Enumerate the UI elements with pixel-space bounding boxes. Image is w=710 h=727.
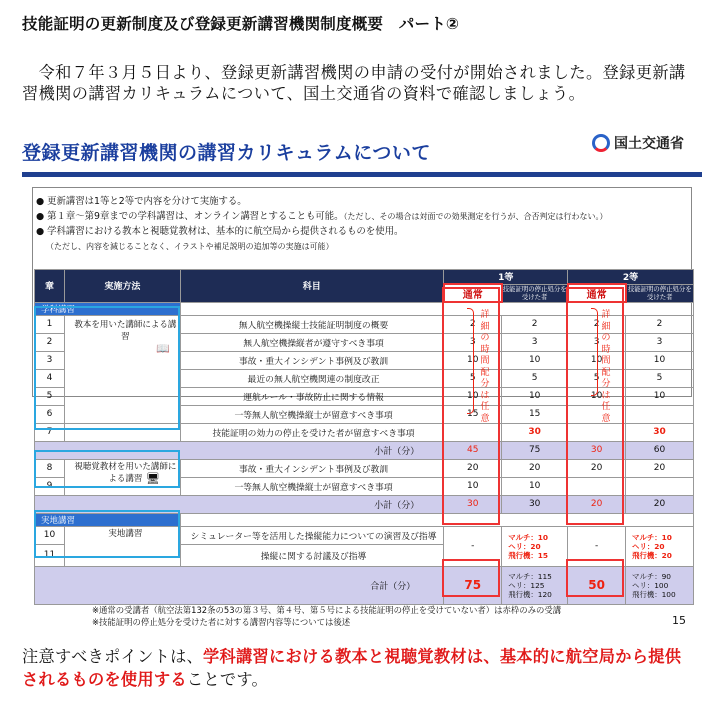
note-item: ● 第１章～第9章までの学科講習は、オンライン講習とすることも可能。（ただし、その場合は対面での効果測定を行うが、合否判定は行わない。）	[36, 211, 608, 222]
col-header-chapter: 章	[35, 270, 65, 303]
method-practical: 実地講習	[64, 526, 180, 566]
book-icon: 📖	[156, 341, 170, 355]
section-label-gakka: 学科講習	[35, 302, 181, 315]
grade1-brace	[467, 308, 474, 414]
table-row: 4 最近の無人航空機関連の制度改正 5 5 5 5	[35, 369, 694, 387]
table-row: 3 事故・重大インシデント事例及び教訓 10 10 10 10	[35, 351, 694, 369]
curriculum-slide	[22, 132, 702, 630]
ministry-name: 国土交通省	[614, 136, 684, 152]
table-row: 7 技能証明の効力の停止を受けた者が留意すべき事項 30 30	[35, 423, 694, 441]
table-row: 1 教本を用いた講師による講習 📖 無人航空機操縦士技能証明制度の概要 2 2 2 2	[35, 315, 694, 333]
method-lecture-textbook: 教本を用いた講師による講習 📖	[64, 315, 180, 423]
grade1-normal-header: 通常	[444, 284, 502, 302]
note-item: ● 学科講習における教本と視聴覚教材は、基本的に航空局から提供されるものを使用。（ただし、内容を減じることなく、イラストや補足説明の追加等の実施は可能）	[36, 226, 404, 251]
table-row: 9 一等無人航空機操縦士が留意すべき事項 10 10	[35, 477, 694, 495]
slide-notes	[36, 194, 686, 254]
col-header-grade1: 1等	[444, 270, 568, 285]
heading-underline	[22, 172, 702, 177]
grade2-normal-header: 通常	[568, 284, 626, 302]
closing-highlight: 学科講習における教本と視聴覚教材は、基本的に航空局から提供されるものを使用する	[22, 647, 682, 689]
method-practical-outline	[34, 510, 180, 558]
subtotal-row: 小計（分） 45 75 30 60	[35, 441, 694, 459]
grade2-suspended-header: 技能証明の停止処分を受けた者	[626, 284, 694, 302]
method-lecture-av: 視聴覚教材を用いた講師による講習	[64, 459, 180, 495]
subtotal-row: 小計（分） 30 30 20 20	[35, 495, 694, 513]
page-number: 15	[672, 614, 686, 627]
grade1-total-outline	[442, 559, 500, 597]
table-row: 10 実地講習 シミュレーター等を活用した操縦能力についての演習及び指導 - マルチ：10 ヘリ：20 飛行機：15 - マルチ：10 ヘリ：20 飛行機：20	[35, 526, 694, 544]
ministry-logo	[592, 132, 684, 154]
grade1-suspended-header: 技能証明の停止処分を受けた者	[502, 285, 567, 301]
grade2-total-outline	[566, 559, 624, 597]
col-header-grade2: 2等	[568, 270, 694, 285]
slide-heading: 登録更新講習機関の講習カリキュラムについて	[22, 142, 431, 164]
table-row: 11 操縦に関する討議及び指導	[35, 544, 694, 566]
grade2-brace	[591, 308, 598, 396]
col-header-subject: 科目	[180, 270, 444, 303]
grade1-vertical-note: 詳細の時間配分は任意	[480, 310, 490, 424]
ministry-emblem-icon	[592, 134, 610, 152]
table-row: 6 一等無人航空機操縦士が留意すべき事項 15 15	[35, 405, 694, 423]
monitor-icon: 🖥	[146, 472, 160, 485]
intro-paragraph: 令和７年３月５日より、登録更新講習機関の申請の受付が開始されました。登録更新講習機関の講習カリキュラムについて、国土交通省の資料で確認しましょう。	[22, 63, 686, 103]
closing-paragraph: 注意すべきポイントは、学科講習における教本と視聴覚教材は、基本的に航空局から提供されるものを使用することです。	[22, 647, 682, 689]
section-label-jitchi: 実地講習	[35, 513, 181, 526]
total-row: 合計（分） 75 マルチ：115 ヘリ：125 飛行機：120 50 マルチ：90 ヘリ：100 飛行機：100	[35, 566, 694, 604]
slide-footnotes: ※通常の受講者（航空法第132条の53の第３号、第４号、第５号による技能証明の停止を受けていない者）は赤枠のみの受講 ※技能証明の停止処分を受けた者に対する講習内容等については後述	[92, 605, 562, 627]
col-header-method: 実施方法	[64, 270, 180, 303]
table-row: 2 無人航空機操縦者が遵守すべき事項 3 3 3 3	[35, 333, 694, 351]
grade2-vertical-note: 詳細の時間配分は任意	[601, 310, 611, 424]
page-title: 技能証明の更新制度及び登録更新講習機関制度概要 パート②	[22, 15, 460, 33]
table-row: 8 視聴覚教材を用いた講師による講習 事故・重大インシデント事例及び教訓 20 20 20 20	[35, 459, 694, 477]
method-textbook-outline	[34, 306, 180, 430]
table-row: 5 運航ルール・事故防止に関する情報 10 10 10 10	[35, 387, 694, 405]
note-item: ● 更新講習は1等と2等で内容を分けて実施する。	[36, 196, 247, 207]
